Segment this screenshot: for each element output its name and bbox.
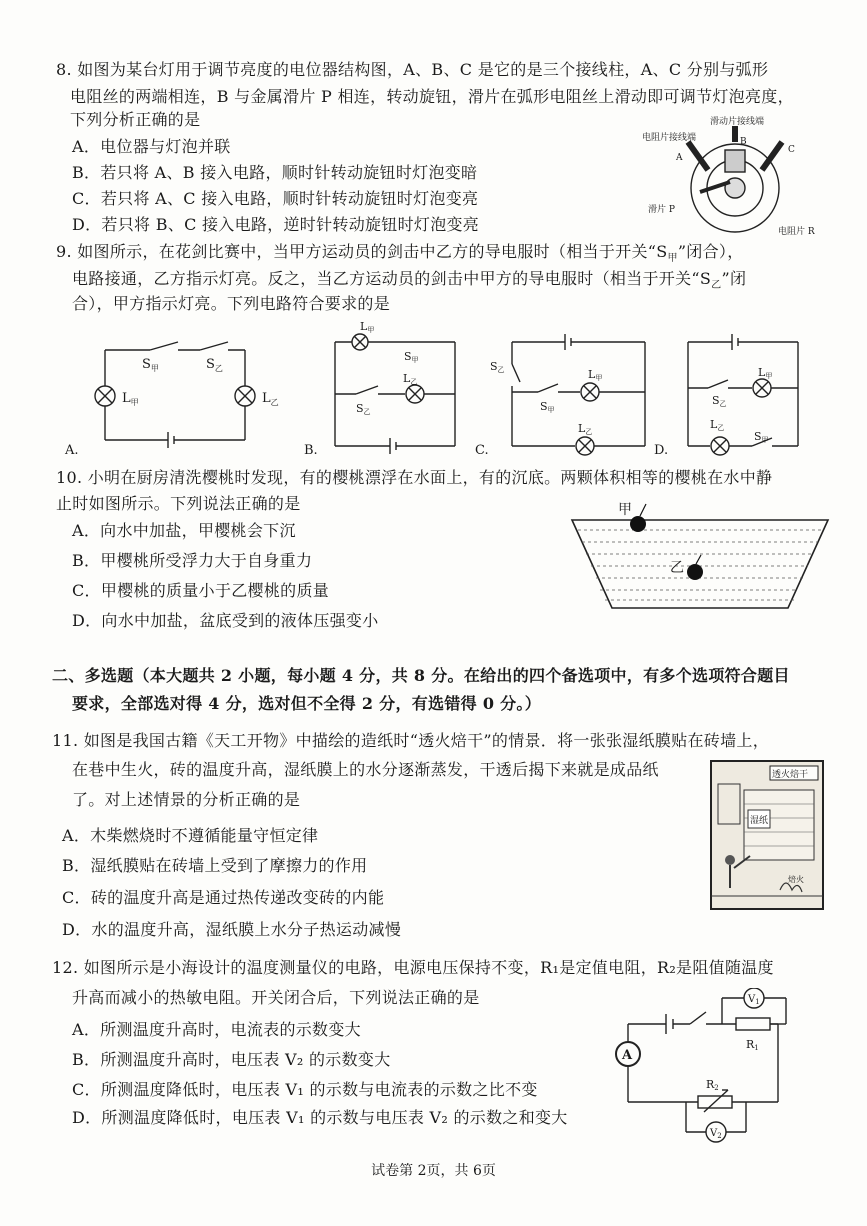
d-label: D.	[654, 443, 669, 458]
c-l-jia: L甲	[588, 368, 603, 382]
q9-stem-line1: 9. 如图所示，在花剑比赛中，当甲方运动员的剑击中乙方的导电服时（相当于开关“$S_甲$”闭合），	[56, 242, 744, 265]
r2-label: R2	[706, 1078, 719, 1092]
a-l-yi: $L_乙$	[262, 391, 279, 407]
label-jia: 甲	[618, 502, 632, 518]
q10-stem-line2: 止时如图所示。下列说法正确的是	[56, 494, 301, 513]
c-label: C.	[475, 443, 489, 458]
q9-circuits-figure	[60, 320, 840, 462]
q12-stem-line2: 升高而减小的热敏电阻。开关闭合后，下列说法正确的是	[72, 988, 480, 1007]
basin	[572, 520, 828, 608]
cherry-jia	[630, 516, 646, 532]
q12-option-d: D．所测温度降低时，电压表 V₁ 的示数与电压表 V₂ 的示数之和变大	[72, 1108, 568, 1127]
q8-potentiometer-figure	[640, 112, 840, 240]
resistor-r1	[736, 1018, 770, 1030]
circuit-b	[335, 334, 455, 454]
q12-option-c: C．所测温度降低时，电压表 V₁ 的示数与电流表的示数之比不变	[72, 1080, 538, 1099]
q11-option-d: D．水的温度升高，湿纸膜上水分子热运动减慢	[62, 920, 402, 939]
q11-papermaking-illustration	[710, 760, 824, 910]
label-slider-terminal: 滑动片接线端	[710, 117, 765, 127]
q8-stem-line1: 8. 如图为某台灯用于调节亮度的电位器结构图，A、B、C 是它的是三个接线柱，A、C 分别与弧形	[56, 60, 769, 79]
circuit-c	[512, 334, 645, 455]
q12-option-a: A．所测温度升高时，电流表的示数变大	[72, 1020, 361, 1039]
a-label: A.	[65, 443, 79, 458]
c-l-yi: L乙	[578, 422, 593, 436]
d-s-jia: S甲	[754, 430, 769, 444]
label-wet-paper: 湿纸	[750, 816, 769, 826]
q11-stem-line2: 在巷中生火，砖的温度升高，湿纸膜上的水分逐渐蒸发，干透后揭下来就是成品纸	[72, 760, 659, 779]
label-a: A	[676, 153, 683, 163]
q8-stem-line3: 下列分析正确的是	[70, 110, 201, 129]
b-l-jia: L甲	[360, 320, 375, 334]
label-fire: 焙火	[788, 875, 804, 884]
d-l-yi: L乙	[710, 418, 725, 432]
q8-stem-line2: 电阻丝的两端相连，B 与金属滑片 P 相连，转动旋钮，滑片在弧形电阻丝上滑动即可调节灯泡亮度，	[70, 87, 794, 106]
label-slider: 滑片 P	[648, 205, 675, 215]
section2-title-line1: 二、多选题（本大题共 2 小题，每小题 4 分，共 8 分。在给出的四个备选项中，有多个选项符合题目	[52, 666, 790, 685]
r1-label: R1	[746, 1038, 759, 1052]
label-resistor: 电阻片 R	[778, 227, 815, 237]
q8-option-c: C．若只将 A、C 接入电路，顺时针转动旋钮时灯泡变亮	[72, 189, 479, 208]
q11-stem-line1: 11. 如图是我国古籍《天工开物》中描绘的造纸时“透火焙干”的情景．将一张张湿纸膜贴在砖墙上，	[52, 731, 769, 750]
q12-thermometer-circuit	[606, 988, 826, 1148]
page-footer: 试卷第 2页，共 6页	[371, 1163, 496, 1179]
d-l-jia: L甲	[758, 366, 773, 380]
b-l-yi: L乙	[403, 372, 418, 386]
b-label: B.	[304, 443, 318, 458]
b-s-yi: S乙	[356, 402, 371, 416]
q10-option-d: D．向水中加盐，盆底受到的液体压强变小	[72, 611, 379, 630]
c-s-jia: S甲	[540, 400, 555, 414]
q11-option-a: A．木柴燃烧时不遵循能量守恒定律	[62, 826, 319, 845]
label-resistor-terminal: 电阻片接线端	[642, 133, 697, 143]
v1-label: $V_1$	[748, 994, 760, 1006]
b-s-jia: S甲	[404, 350, 419, 364]
q11-stem-line3: 了。对上述情景的分析正确的是	[72, 790, 301, 809]
d-s-yi: S乙	[712, 394, 727, 408]
q11-option-c: C．砖的温度升高是通过热传递改变砖的内能	[62, 888, 385, 907]
circuit-a	[95, 342, 255, 448]
q10-stem-line1: 10. 小明在厨房清洗樱桃时发现，有的樱桃漂浮在水面上，有的沉底。两颗体积相等的樱桃在水中静	[56, 468, 773, 487]
a-l-jia: $L_甲$	[122, 391, 139, 407]
label-c: C	[788, 145, 795, 155]
section2-title-line2: 要求，全部选对得 4 分，选对但不全得 2 分，有选错得 0 分。）	[72, 694, 542, 713]
c-s-yi: S乙	[490, 360, 505, 374]
illustration-title: 透火焙干	[772, 770, 809, 780]
v2-label: $V_2$	[710, 1128, 722, 1140]
slider-terminal-post	[725, 150, 745, 172]
q9-stem-line3: 合），甲方指示灯亮。下列电路符合要求的是	[72, 294, 391, 313]
q9-stem-line2: 电路接通，乙方指示灯亮。反之，当乙方运动员的剑击中甲方的导电服时（相当于开关“$S_乙$”闭	[72, 269, 747, 292]
label-b: B	[740, 137, 747, 147]
q11-option-b: B．湿纸膜贴在砖墙上受到了摩擦力的作用	[62, 856, 368, 875]
a-s-yi: $S_乙$	[206, 357, 223, 373]
cherry-yi	[687, 564, 703, 580]
q10-basin-figure	[566, 500, 836, 618]
ammeter-label: A	[622, 1048, 633, 1063]
circuit-d	[688, 334, 798, 455]
q10-option-c: C．甲樱桃的质量小于乙樱桃的质量	[72, 581, 330, 600]
q12-option-b: B．所测温度升高时，电压表 V₂ 的示数变大	[72, 1050, 391, 1069]
a-s-jia: $S_甲$	[142, 357, 159, 373]
q10-option-a: A．向水中加盐，甲樱桃会下沉	[72, 521, 296, 540]
q8-option-d: D．若只将 B、C 接入电路，逆时针转动旋钮时灯泡变亮	[72, 215, 480, 234]
q8-option-b: B．若只将 A、B 接入电路，顺时针转动旋钮时灯泡变暗	[72, 163, 478, 182]
q8-option-a: A．电位器与灯泡并联	[72, 137, 231, 156]
q10-option-b: B．甲樱桃所受浮力大于自身重力	[72, 551, 313, 570]
q12-stem-line1: 12. 如图所示是小海设计的温度测量仪的电路，电源电压保持不变，R₁是定值电阻，R₂是阻值随温度	[52, 958, 774, 977]
label-yi: 乙	[670, 560, 684, 576]
